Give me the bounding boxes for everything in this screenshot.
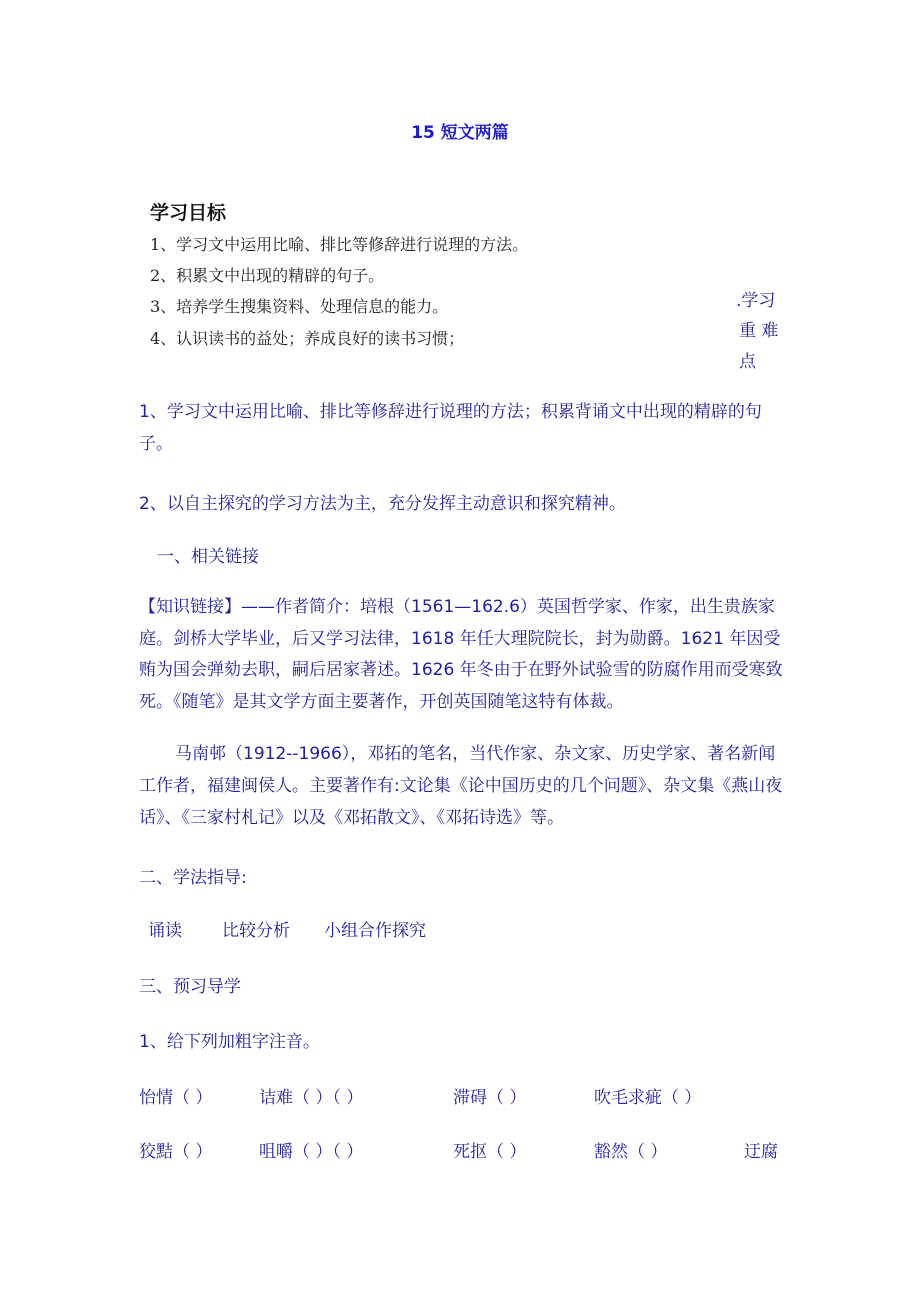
goals-heading: 学习目标 xyxy=(150,202,227,224)
side-label-line: .学习 xyxy=(736,291,776,311)
manan-bio-paragraph: 马南邨（1912--1966），邓拓的笔名，当代作家、杂文家、历史学家、著名新闻工作者，福建闽侯人。主要著作有:文论集《论中国历史的几个问题》、杂文集《燕山夜话》、《三家村札记》以及《邓拓散文》、《邓拓诗选》等。 xyxy=(139,744,783,828)
pinyin-item: 咀嚼（ ）（ ） xyxy=(259,1142,364,1162)
pinyin-item: 吹毛求疵（ ） xyxy=(594,1088,702,1108)
method-item: 诵读 xyxy=(148,921,182,941)
side-label-line: 点 xyxy=(739,352,756,372)
method-item: 小组合作探究 xyxy=(324,921,426,941)
method-item: 比较分析 xyxy=(222,921,290,941)
pinyin-item: 怡情（ ） xyxy=(139,1088,213,1108)
pinyin-item: 豁然（ ） xyxy=(594,1142,668,1162)
question: 1、给下列加粗字注音。 xyxy=(139,1032,320,1052)
bacon-bio-paragraph: 【知识链接】——作者简介：培根（1561—162.6）英国哲学家、作家，出生贵族家庭。剑桥大学毕业，后又学习法律，1618 年任大理院院长，封为勋爵。1621 年因受贿为国会弹劾去职，嗣后居家著述。1626 年冬由于在野外试验雪的防腐作用而受寒致死。《随笔》是其文学方面主要著作，开创英国随笔这特有体裁。 xyxy=(139,597,783,712)
section-heading: 一、相关链接 xyxy=(157,547,259,567)
pinyin-item: 迂腐 xyxy=(744,1142,778,1162)
key-point: 1、学习文中运用比喻、排比等修辞进行说理的方法；积累背诵文中出现的精辟的句子。 xyxy=(139,402,762,454)
pinyin-item: 死抠（ ） xyxy=(453,1142,527,1162)
key-point: 2、以自主探究的学习方法为主，充分发挥主动意识和探究精神。 xyxy=(139,494,626,514)
pinyin-item: 狡黠（ ） xyxy=(139,1142,213,1162)
section-heading: 二、学法指导: xyxy=(139,868,247,888)
goal-item: 1、学习文中运用比喻、排比等修辞进行说理的方法。 xyxy=(150,235,529,254)
page-title: 15 短文两篇 xyxy=(411,123,509,143)
goal-item: 2、积累文中出现的精辟的句子。 xyxy=(150,266,385,285)
side-label-line: 重 难 xyxy=(739,321,779,341)
goal-item: 4、认识读书的益处；养成良好的读书习惯； xyxy=(150,329,465,348)
pinyin-item: 诘难（ ）（ ） xyxy=(259,1088,364,1108)
pinyin-item: 滞碍（ ） xyxy=(453,1088,527,1108)
goal-item: 3、培养学生搜集资料、处理信息的能力。 xyxy=(150,297,449,316)
section-heading: 三、预习导学 xyxy=(139,977,241,997)
